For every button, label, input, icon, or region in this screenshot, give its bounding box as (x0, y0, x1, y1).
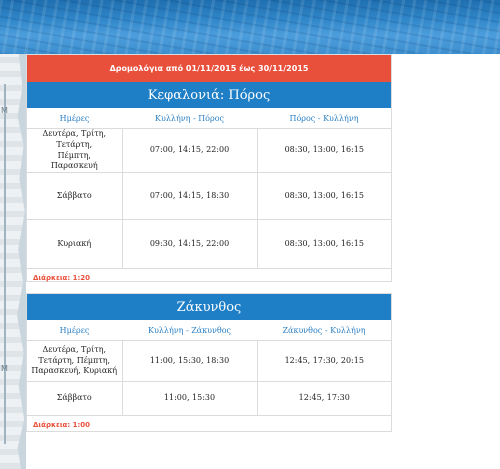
table-row (27, 341, 391, 382)
schedule-panel-zakynthos (26, 293, 392, 432)
schedule-table-zakynthos (27, 320, 391, 416)
header-outbound: Κυλλήνη - Ζάκυνθος (122, 320, 257, 341)
map-road (4, 84, 6, 444)
cell-outbound: 11:00, 15:30 (122, 382, 257, 416)
section-title-zakynthos: Ζάκυνθος (27, 294, 391, 320)
cell-days: Δευτέρα, Τρίτη, Τετάρτη, Πέμπτη, Παρασκευή (27, 129, 122, 173)
header-days: Ημέρες (27, 108, 122, 129)
cell-days: Δευτέρα, Τρίτη, Τετάρτη, Πέμπτη, Παρασκευή, Κυριακή (27, 341, 122, 382)
validity-banner: Δρομολόγια από 01/11/2015 έως 30/11/2015 (27, 55, 391, 82)
table-header-row (27, 320, 391, 341)
table-row (27, 173, 391, 220)
duration-label: Διάρκεια: 1:20 (33, 274, 91, 283)
cell-return: 12:45, 17:30, 20:15 (257, 341, 391, 382)
schedule-table-poros (27, 108, 391, 269)
duration-label: Διάρκεια: 1:00 (33, 421, 91, 429)
cell-outbound: 11:00, 15:30, 18:30 (122, 341, 257, 382)
table-row (27, 382, 391, 416)
table-row (27, 220, 391, 269)
header-days: Ημέρες (27, 320, 122, 341)
cell-return: 08:30, 13:00, 16:15 (257, 129, 391, 173)
cell-days: Σάββατο (27, 382, 122, 416)
cell-return: 12:45, 17:30 (257, 382, 391, 416)
map-label: M (1, 364, 8, 373)
cell-return: 08:30, 13:00, 16:15 (257, 220, 391, 269)
map-label: M (1, 106, 8, 115)
cell-return: 08:30, 13:00, 16:15 (257, 173, 391, 220)
header-return: Ζάκυνθος - Κυλλήνη (257, 320, 391, 341)
cell-days: Σάββατο (27, 173, 122, 220)
header-outbound: Κυλλήνη - Πόρος (122, 108, 257, 129)
section-title-poros: Κεφαλονιά: Πόρος (27, 82, 391, 108)
cell-outbound: 09:30, 14:15, 22:00 (122, 220, 257, 269)
table-header-row (27, 108, 391, 129)
cell-outbound: 07:00, 14:15, 22:00 (122, 129, 257, 173)
cell-outbound: 07:00, 14:15, 18:30 (122, 173, 257, 220)
map-strip (0, 54, 26, 469)
table-row (27, 129, 391, 173)
schedule-panel-poros (26, 54, 392, 282)
sea-header-banner (0, 0, 500, 54)
header-return: Πόρος - Κυλλήνη (257, 108, 391, 129)
cell-days: Κυριακή (27, 220, 122, 269)
